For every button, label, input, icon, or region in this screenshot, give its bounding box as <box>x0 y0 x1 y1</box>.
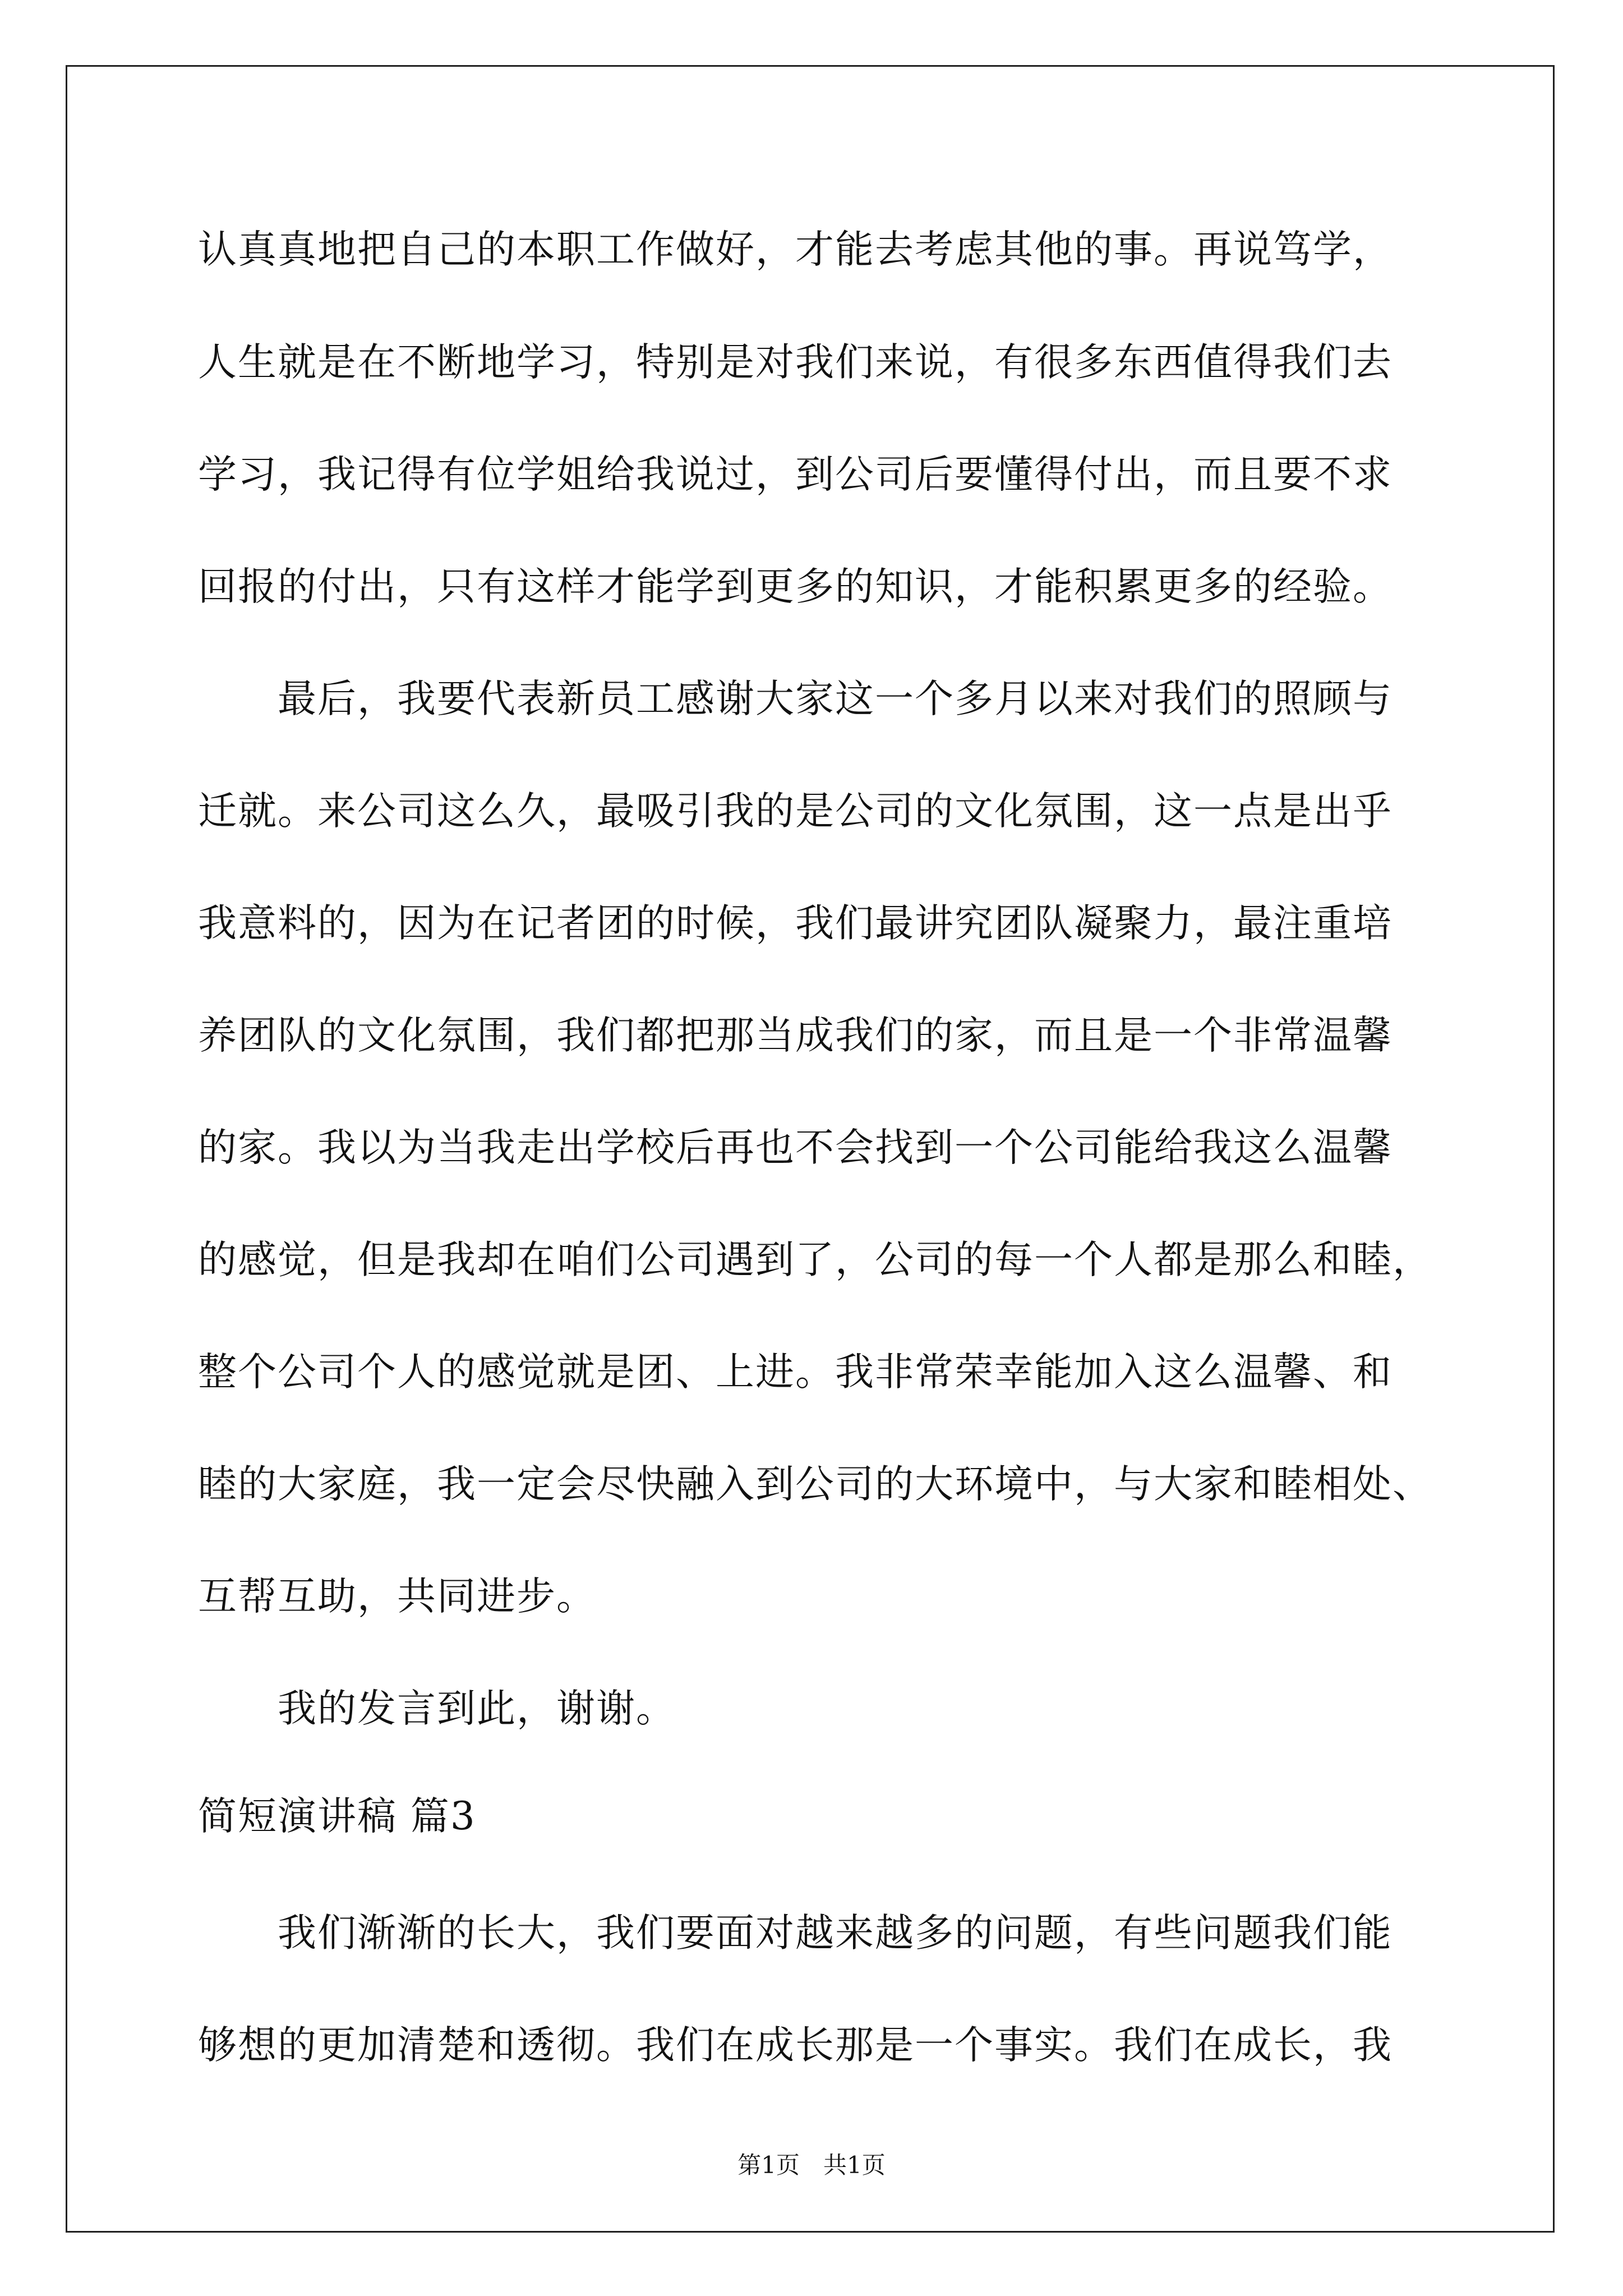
text-line: 的家。我以为当我走出学校后再也不会找到一个公司能给我这么温馨 <box>198 1125 1393 1170</box>
text-line: 认真真地把自己的本职工作做好，才能去考虑其他的事。再说笃学， <box>198 227 1393 272</box>
text-line: 我的发言到此，谢谢。 <box>198 1686 676 1731</box>
text-line: 养团队的文化氛围，我们都把那当成我们的家，而且是一个非常温馨 <box>198 1013 1393 1058</box>
text-line: 互帮互助，共同进步。 <box>198 1574 596 1619</box>
page-footer: 第1页 共1页 <box>737 2151 886 2179</box>
text-line: 够想的更加清楚和透彻。我们在成长那是一个事实。我们在成长，我 <box>198 2023 1393 2068</box>
section-heading: 简短演讲稿 篇3 <box>198 1794 476 1839</box>
text-line: 学习，我记得有位学姐给我说过，到公司后要懂得付出，而且要不求 <box>198 452 1393 497</box>
text-line: 迁就。来公司这么久，最吸引我的是公司的文化氛围，这一点是出乎 <box>198 789 1393 834</box>
text-line: 我们渐渐的长大，我们要面对越来越多的问题，有些问题我们能 <box>198 1911 1393 1955</box>
text-line: 最后，我要代表新员工感谢大家这一个多月以来对我们的照顾与 <box>198 677 1393 721</box>
text-line: 整个公司个人的感觉就是团、上进。我非常荣幸能加入这么温馨、和 <box>198 1350 1393 1395</box>
text-line: 的感觉，但是我却在咱们公司遇到了，公司的每一个人都是那么和睦， <box>198 1237 1432 1282</box>
text-line: 睦的大家庭，我一定会尽快融入到公司的大环境中，与大家和睦相处、 <box>198 1462 1432 1507</box>
text-line: 回报的付出，只有这样才能学到更多的知识，才能积累更多的经验。 <box>198 564 1393 609</box>
text-line: 人生就是在不断地学习，特别是对我们来说，有很多东西值得我们去 <box>198 340 1393 385</box>
text-line: 我意料的，因为在记者团的时候，我们最讲究团队凝聚力，最注重培 <box>198 901 1393 946</box>
